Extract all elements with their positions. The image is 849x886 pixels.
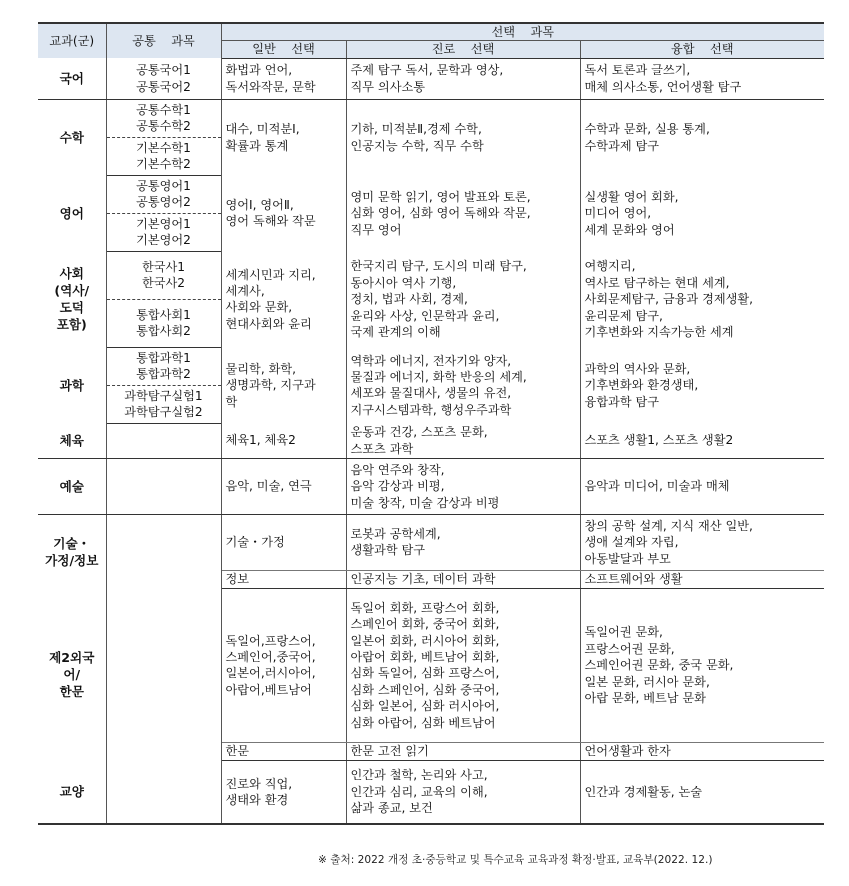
cell-line: 통합과학2 [136,367,191,382]
cell-line: 독일어권 문화, [584,625,663,640]
cell-line: 기본수학1 [136,140,191,155]
header-general: 일반 선택 [221,41,346,58]
cell-line: 한국지리 탐구, 도시의 미래 탐구, [350,259,527,274]
convergence-lang2-a [580,588,824,742]
cell-line: 융합과학 탐구 [584,394,660,409]
cell-line: 사회와 문화, [225,300,293,315]
cell-line: 공통수학2 [136,119,191,134]
convergence-liberal [580,760,824,824]
cell-line: 과학 [59,377,84,393]
cell-line: 사회문제탐구, 금융과 경제생활, [584,292,754,307]
cell-line: 역학과 에너지, 전자기와 양자, [350,353,512,368]
cell-line: 윤리문제 탐구, [584,308,663,323]
career-social [346,251,580,347]
convergence-tech-b [580,570,824,588]
cell-line: 미디어 영어, [584,206,652,221]
cell-line: 국어 [59,71,84,87]
cell-line: 물리학, 화학, [225,361,296,376]
general-lang2-a [221,588,346,742]
common-science-a [106,347,221,385]
cell-line: 공통국어2 [136,79,191,94]
cell-line: 인공지능 수학, 직무 수학 [350,138,484,153]
general-tech-b [221,570,346,588]
cell-line: 소프트웨어와 생활 [584,572,683,587]
convergence-arts [580,458,824,514]
subject-science [38,347,106,423]
general-math [221,99,346,175]
common-lang2 [106,588,221,760]
subject-math [38,99,106,175]
convergence-english [580,175,824,251]
common-arts [106,458,221,514]
subject-liberal [38,760,106,824]
cell-line: 확률과 통계 [225,138,289,153]
cell-line: 한문 고전 읽기 [350,744,429,759]
cell-line: 독일어,프랑스어, [225,633,316,648]
cell-line: 과학탐구실험2 [124,405,203,420]
cell-line: 기하, 미적분Ⅱ,경제 수학, [350,122,482,137]
common-math-b [106,137,221,175]
cell-line: 독일어 회화, 프랑스어 회화, [350,600,500,615]
subject-korean [38,58,106,99]
cell-line: 가정/정보 [45,552,99,568]
common-english-b [106,213,221,251]
convergence-math [580,99,824,175]
cell-line: 생명과학, 지구과 [225,378,316,393]
general-pe [221,423,346,458]
general-liberal [221,760,346,824]
cell-line: 교과 [49,33,73,48]
row-science-a [38,347,824,385]
cell-line: 미술 창작, 미술 감상과 비평 [350,495,500,510]
cell-line: 창의 공학 설계, 지식 재산 일반, [584,518,753,533]
row-social-a [38,251,824,299]
career-tech-a [346,514,580,570]
cell-line: 심화 일본어, 심화 러시아어, [350,699,500,714]
cell-line: 동아시아 역사 기행, [350,275,457,290]
cell-line: 매체 의사소통, 언어생활 탐구 [584,79,742,94]
cell-line: 공통수학1 [136,102,191,117]
row-korean [38,58,824,99]
cell-line: 세계사, [225,283,265,298]
cell-line: 영어Ⅰ, 영어Ⅱ, [225,197,294,212]
cell-line: (군) [72,33,95,48]
convergence-social [580,251,824,347]
cell-line: 심화 영어, 심화 영어 독해와 작문, [350,206,531,221]
cell-line: 어/ [63,666,81,682]
cell-line: 음악 연주와 창작, [350,462,445,477]
cell-line: 스페인어,중국어, [225,649,316,664]
cell-line: 기본영어1 [136,216,191,231]
row-pe [38,423,824,458]
cell-line: 기술・가정 [225,535,285,550]
common-social-a [106,251,221,299]
cell-line: 영어 [59,205,84,221]
row-math-a [38,99,824,137]
cell-line: 통합과학1 [136,350,191,365]
row-liberal [38,760,824,824]
cell-line: 일본 문화, 러시아 문화, [584,674,710,689]
cell-line: 국제 관계의 이해 [350,324,441,339]
cell-line: 윤리와 사상, 인문학과 윤리, [350,308,500,323]
cell-line: 인간과 경제활동, 논술 [584,784,703,799]
cell-line: 세계시민과 지리, [225,267,316,282]
career-arts [346,458,580,514]
cell-line: 인공지능 기초, 데이터 과학 [350,572,496,587]
cell-line: 언어생활과 한자 [584,744,671,759]
subject-social [38,251,106,347]
cell-line: 영미 문학 읽기, 영어 발표와 토론, [350,189,531,204]
cell-line: 운동과 건강, 스포츠 문화, [350,425,488,440]
cell-line: 독서 토론과 글쓰기, [584,63,691,78]
cell-line: 로봇과 공학세계, [350,526,441,541]
convergence-tech-a [580,514,824,570]
cell-line: 진로와 직업, [225,776,293,791]
subject-pe [38,423,106,458]
cell-line: 수학 [59,130,84,146]
cell-line: 스포츠 과학 [350,441,414,456]
cell-line: 독서와작문, 문학 [225,79,316,94]
cell-line: 기후변화와 환경생태, [584,378,699,393]
cell-line: 한문 [225,744,250,759]
cell-line: 도덕 [59,300,84,316]
cell-line: 현대사회와 윤리 [225,316,312,331]
cell-line: 인간과 심리, 교육의 이해, [350,784,488,799]
cell-line: 아랍 문화, 베트남 문화 [584,690,706,705]
subject-english [38,175,106,251]
cell-line: 일본어 회화, 러시아어 회화, [350,633,500,648]
cell-line: 화법과 언어, [225,63,293,78]
cell-line: 세포와 물질대사, 생물의 유전, [350,386,512,401]
cell-line: 직무 의사소통 [350,79,426,94]
cell-line: 통합사회2 [136,324,191,339]
cell-line: 세계 문화와 영어 [584,222,675,237]
cell-line: 생태와 환경 [225,793,289,808]
cell-line: 체육1, 체육2 [225,433,296,448]
cell-line: 학 [225,394,238,409]
header-row-top [38,23,824,41]
row-tech-a [38,514,824,570]
cell-line: 정치, 법과 사회, 경제, [350,292,468,307]
cell-line: 기술・ [53,535,91,551]
convergence-pe [580,423,824,458]
career-pe [346,423,580,458]
subject-arts [38,458,106,514]
cell-line: 스페인어권 문화, 중국 문화, [584,658,734,673]
career-korean [346,58,580,99]
header-subject-group [38,23,106,58]
cell-line: 일본어,러시아어, [225,666,316,681]
cell-line: 대수, 미적분Ⅰ, [225,122,300,137]
career-lang2-a [346,588,580,742]
cell-line: 수학과 문화, 실용 통계, [584,122,710,137]
career-math [346,99,580,175]
cell-line: 음악 감상과 비평, [350,479,445,494]
subject-lang2 [38,588,106,760]
subject-tech [38,514,106,588]
career-tech-b [346,570,580,588]
source-note: ※ 출처: 2022 개정 초·중등학교 및 특수교육 교육과정 확정·발표, 교육부(2022. 12.) [318,854,713,866]
cell-line: 기본영어2 [136,233,191,248]
cell-line: 여행지리, [584,259,636,274]
common-pe [106,423,221,458]
cell-line: 한국사1 [141,259,186,274]
general-arts [221,458,346,514]
cell-line: 포함) [56,317,87,333]
cell-line: 공통영어2 [136,195,191,210]
cell-line: 생애 설계와 자립, [584,535,679,550]
cell-line: 삶과 종교, 보건 [350,801,433,816]
common-tech [106,514,221,588]
cell-line: 음악, 미술, 연극 [225,479,312,494]
row-arts [38,458,824,514]
common-english-a [106,175,221,213]
cell-line: 예술 [59,478,84,494]
row-lang2-a [38,588,824,742]
career-science [346,347,580,423]
cell-line: 심화 아랍어, 심화 베트남어 [350,715,496,730]
cell-line: 제2외국 [49,649,95,665]
convergence-science [580,347,824,423]
convergence-lang2-b [580,742,824,760]
cell-line: 한국사2 [141,276,186,291]
header-convergence: 융합 선택 [580,41,824,58]
general-lang2-b [221,742,346,760]
career-liberal [346,760,580,824]
cell-line: 영어 독해와 작문 [225,214,316,229]
cell-line: 정보 [225,572,250,587]
career-english [346,175,580,251]
cell-line: 음악과 미디어, 미술과 매체 [584,479,730,494]
common-korean [106,58,221,99]
cell-line: 교양 [59,784,84,800]
cell-line: 물질과 에너지, 화학 반응의 세계, [350,369,527,384]
cell-line: 사회 [59,266,84,282]
general-english [221,175,346,251]
career-lang2-b [346,742,580,760]
cell-line: 실생활 영어 회화, [584,189,679,204]
cell-line: 통합사회1 [136,307,191,322]
cell-line: 아동발달과 부모 [584,551,671,566]
curriculum-table [38,22,824,825]
cell-line: 공통국어1 [136,63,191,78]
common-science-b [106,385,221,423]
general-korean [221,58,346,99]
general-social [221,251,346,347]
cell-line: (역사/ [54,283,90,299]
cell-line: 인간과 철학, 논리와 사고, [350,768,488,783]
header-elective: 선택 과목 [221,23,824,41]
header-career: 진로 선택 [346,41,580,58]
cell-line: 직무 영어 [350,222,402,237]
cell-line: 한문 [59,683,84,699]
cell-line: 과학의 역사와 문화, [584,361,691,376]
row-english-a [38,175,824,213]
cell-line: 체육 [59,433,84,449]
cell-line: 심화 스페인어, 심화 중국어, [350,682,500,697]
header-common: 공통 과목 [106,23,221,58]
cell-line: 과학탐구실험1 [124,388,203,403]
cell-line: 공통영어1 [136,178,191,193]
cell-line: 심화 독일어, 심화 프랑스어, [350,666,500,681]
cell-line: 지구시스템과학, 행성우주과학 [350,402,512,417]
cell-line: 스페인어 회화, 중국어 회화, [350,617,500,632]
cell-line: 기후변화와 지속가능한 세계 [584,324,734,339]
cell-line: 아랍어,베트남어 [225,682,312,697]
common-math-a [106,99,221,137]
cell-line: 스포츠 생활1, 스포츠 생활2 [584,433,734,448]
cell-line: 아랍어 회화, 베트남어 회화, [350,649,500,664]
cell-line: 역사로 탐구하는 현대 세계, [584,275,730,290]
convergence-korean [580,58,824,99]
cell-line: 수학과제 탐구 [584,138,660,153]
cell-line: 프랑스어권 문화, [584,641,675,656]
common-liberal [106,760,221,824]
cell-line: 주제 탐구 독서, 문학과 영상, [350,63,504,78]
general-tech-a [221,514,346,570]
common-social-b [106,299,221,347]
general-science [221,347,346,423]
cell-line: 기본수학2 [136,157,191,172]
cell-line: 생활과학 탐구 [350,543,426,558]
